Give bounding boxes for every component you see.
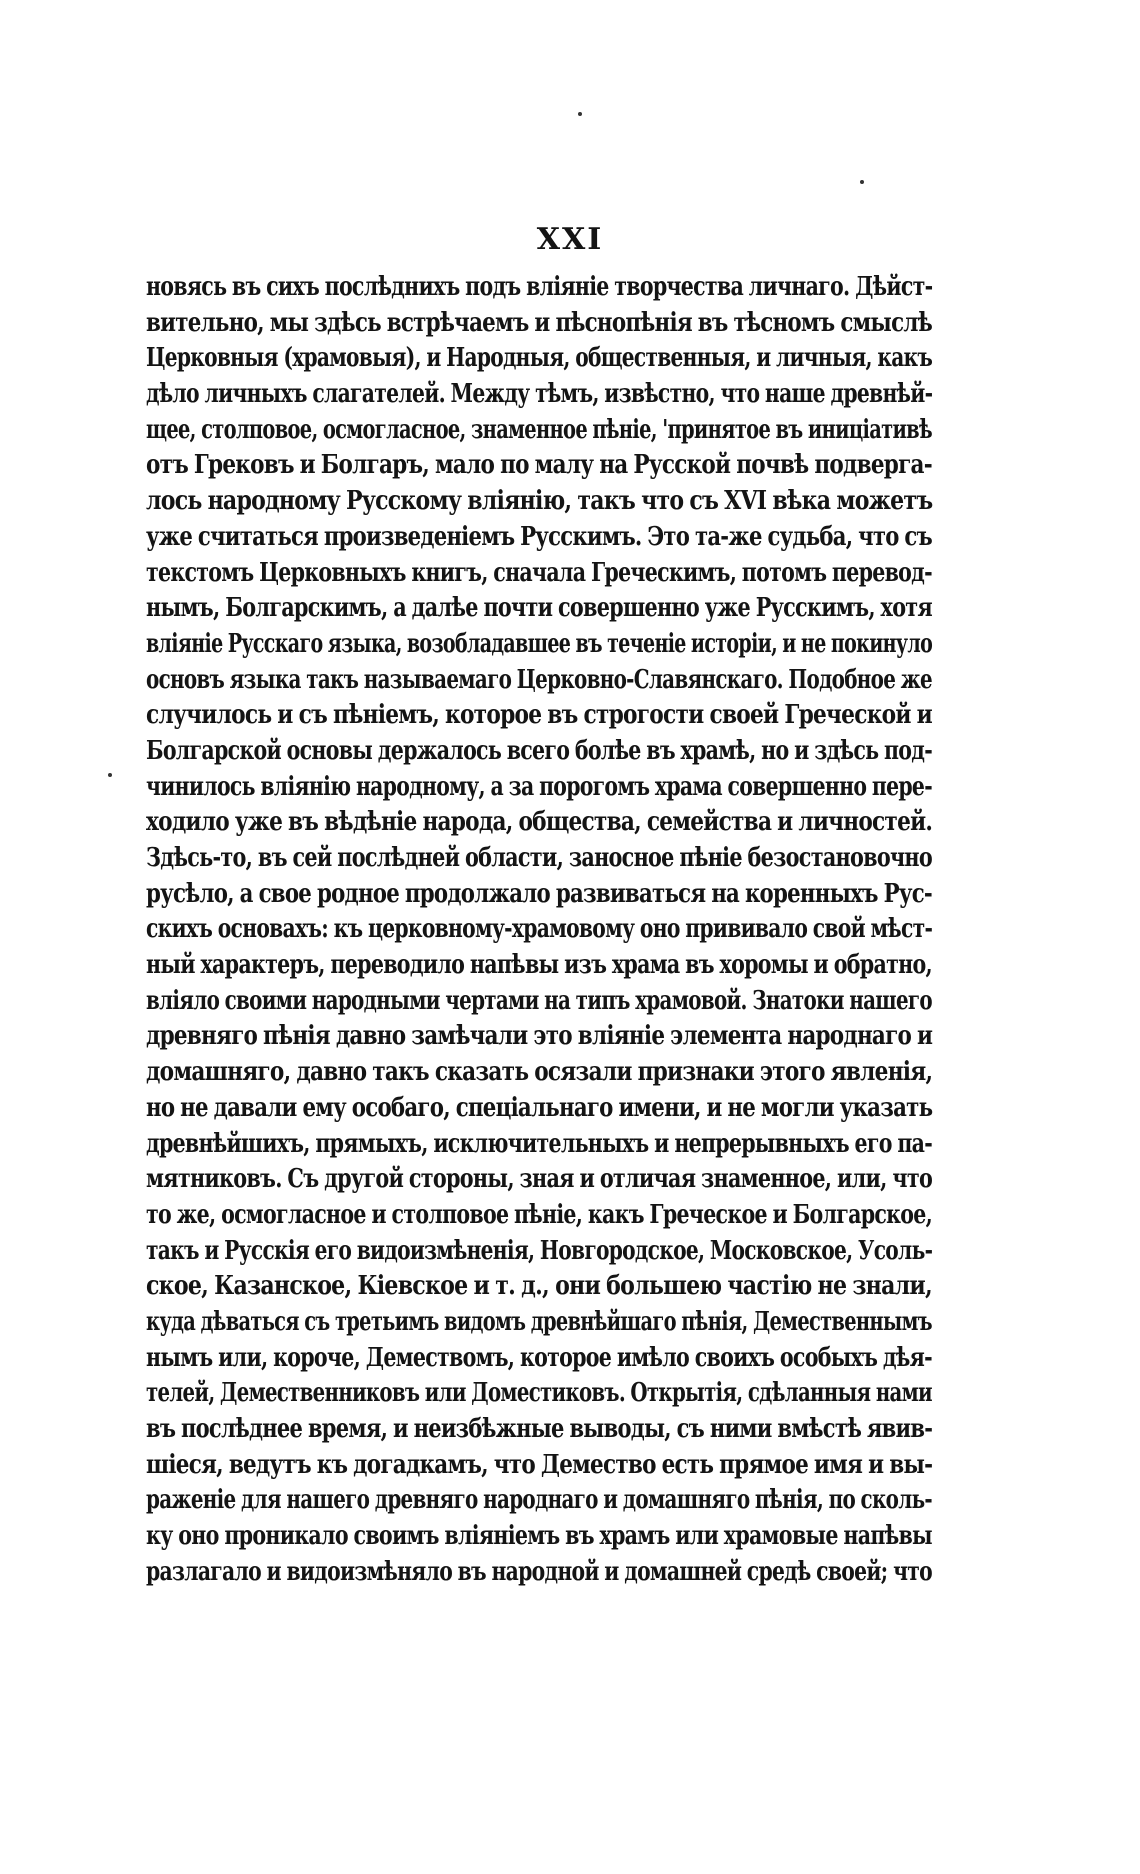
text-line: новясь въ сихъ послѣднихъ подъ вліяніе творчества личнаго. Дѣйст-	[146, 272, 933, 302]
text-line: случилось и съ пѣніемъ, которое въ строгости своей Греческой и	[146, 700, 933, 731]
text-line: отъ Грековъ и Болгаръ, мало по малу на Русской почвѣ подверга-	[146, 450, 932, 481]
text-line: щее, столповое, осмогласное, знаменное пѣніе, 'принятое въ иниціативѣ	[146, 414, 932, 445]
text-line: чинилось вліянію народному, а за порогомъ храма совершенно пере-	[146, 771, 932, 802]
text-line: раженіе для нашего древняго народнаго и домашняго пѣнія, по сколь-	[146, 1485, 932, 1516]
text-line: нымъ или, короче, Демествомъ, которое имѣло своихъ особыхъ дѣя-	[146, 1342, 932, 1373]
text-line: Здѣсь-то, въ сей послѣдней области, заносное пѣніе безостановочно	[146, 843, 933, 873]
text-line: но не давали ему особаго, спеціальнаго имени, и не могли указать	[146, 1092, 933, 1123]
page-number: XXI	[536, 222, 604, 257]
text-line: Церковныя (храмовыя), и Народныя, общественныя, и личныя, какъ	[146, 343, 933, 374]
text-line: куда дѣваться съ третьимъ видомъ древнѣйшаго пѣнія, Демественнымъ	[146, 1306, 932, 1337]
text-line: ный характеръ, переводило напѣвы изъ храма въ хоромы и обратно,	[146, 950, 932, 981]
text-line: ское, Казанское, Кіевское и т. д., они большею частію не знали,	[146, 1271, 932, 1302]
text-line: лось народному Русскому вліянію, такъ что съ XVI вѣка можетъ	[146, 486, 933, 517]
body-text	[146, 270, 932, 1590]
ink-speck	[108, 773, 112, 777]
ink-speck	[860, 180, 864, 184]
ink-speck	[578, 112, 582, 116]
text-line: домашняго, давно такъ сказать осязали признаки этого явленія,	[146, 1057, 933, 1088]
text-line: текстомъ Церковныхъ книгъ, сначала Греческимъ, потомъ перевод-	[146, 557, 932, 588]
text-line: вліяніе Русскаго языка, возобладавшее въ теченіе исторіи, и не покинуло	[146, 628, 933, 659]
text-line: Болгарской основы держалось всего болѣе въ храмѣ, но и здѣсь под-	[146, 735, 933, 766]
text-line: русѣло, а свое родное продолжало развиваться на коренныхъ Рус-	[146, 878, 933, 909]
text-line: вліяло своими народными чертами на типъ храмовой. Знатоки нашего	[146, 985, 932, 1016]
text-line: такъ и Русскія его видоизмѣненія, Новгородское, Московское, Усоль-	[146, 1235, 933, 1266]
text-line: уже считаться произведеніемъ Русскимъ. Это та-же судьба, что съ	[146, 521, 933, 552]
text-line: телей, Демественниковъ или Доместиковъ. Открытія, сдѣланныя нами	[146, 1378, 932, 1409]
text-line: въ послѣднее время, и неизбѣжные выводы, съ ними вмѣстѣ явив-	[146, 1414, 933, 1444]
text-line: то же, осмогласное и столповое пѣніе, какъ Греческое и Болгарское,	[146, 1199, 933, 1230]
text-line: мятниковъ. Съ другой стороны, зная и отличая знаменное, или, что	[146, 1164, 933, 1195]
text-line: древняго пѣнія давно замѣчали это вліяніе элемента народнаго и	[146, 1021, 933, 1052]
text-line: шіеся, ведутъ къ догадкамъ, что Демество есть прямое имя и вы-	[146, 1449, 933, 1480]
text-line: древнѣйшихъ, прямыхъ, исключительныхъ и непрерывныхъ его па-	[146, 1128, 933, 1159]
text-line: основъ языка такъ называемаго Церковно-Славянскаго. Подобное же	[146, 664, 933, 695]
text-line: нымъ, Болгарскимъ, а далѣе почти совершенно уже Русскимъ, хотя	[146, 593, 933, 624]
text-line: вительно, мы здѣсь встрѣчаемъ и пѣснопѣнія въ тѣсномъ смыслѣ	[146, 307, 933, 338]
text-line: разлагало и видоизмѣняло въ народной и домашней средѣ своей; что	[146, 1556, 932, 1587]
text-line: дѣло личныхъ слагателей. Между тѣмъ, извѣстно, что наше древнѣй-	[146, 379, 933, 410]
text-line: ходило уже въ вѣдѣніе народа, общества, семейства и личностей.	[146, 807, 933, 838]
text-line: ку оно проникало своимъ вліяніемъ въ храмъ или храмовые напѣвы	[146, 1521, 932, 1552]
text-line: скихъ основахъ: къ церковному-храмовому оно прививало свой мѣст-	[146, 914, 933, 945]
